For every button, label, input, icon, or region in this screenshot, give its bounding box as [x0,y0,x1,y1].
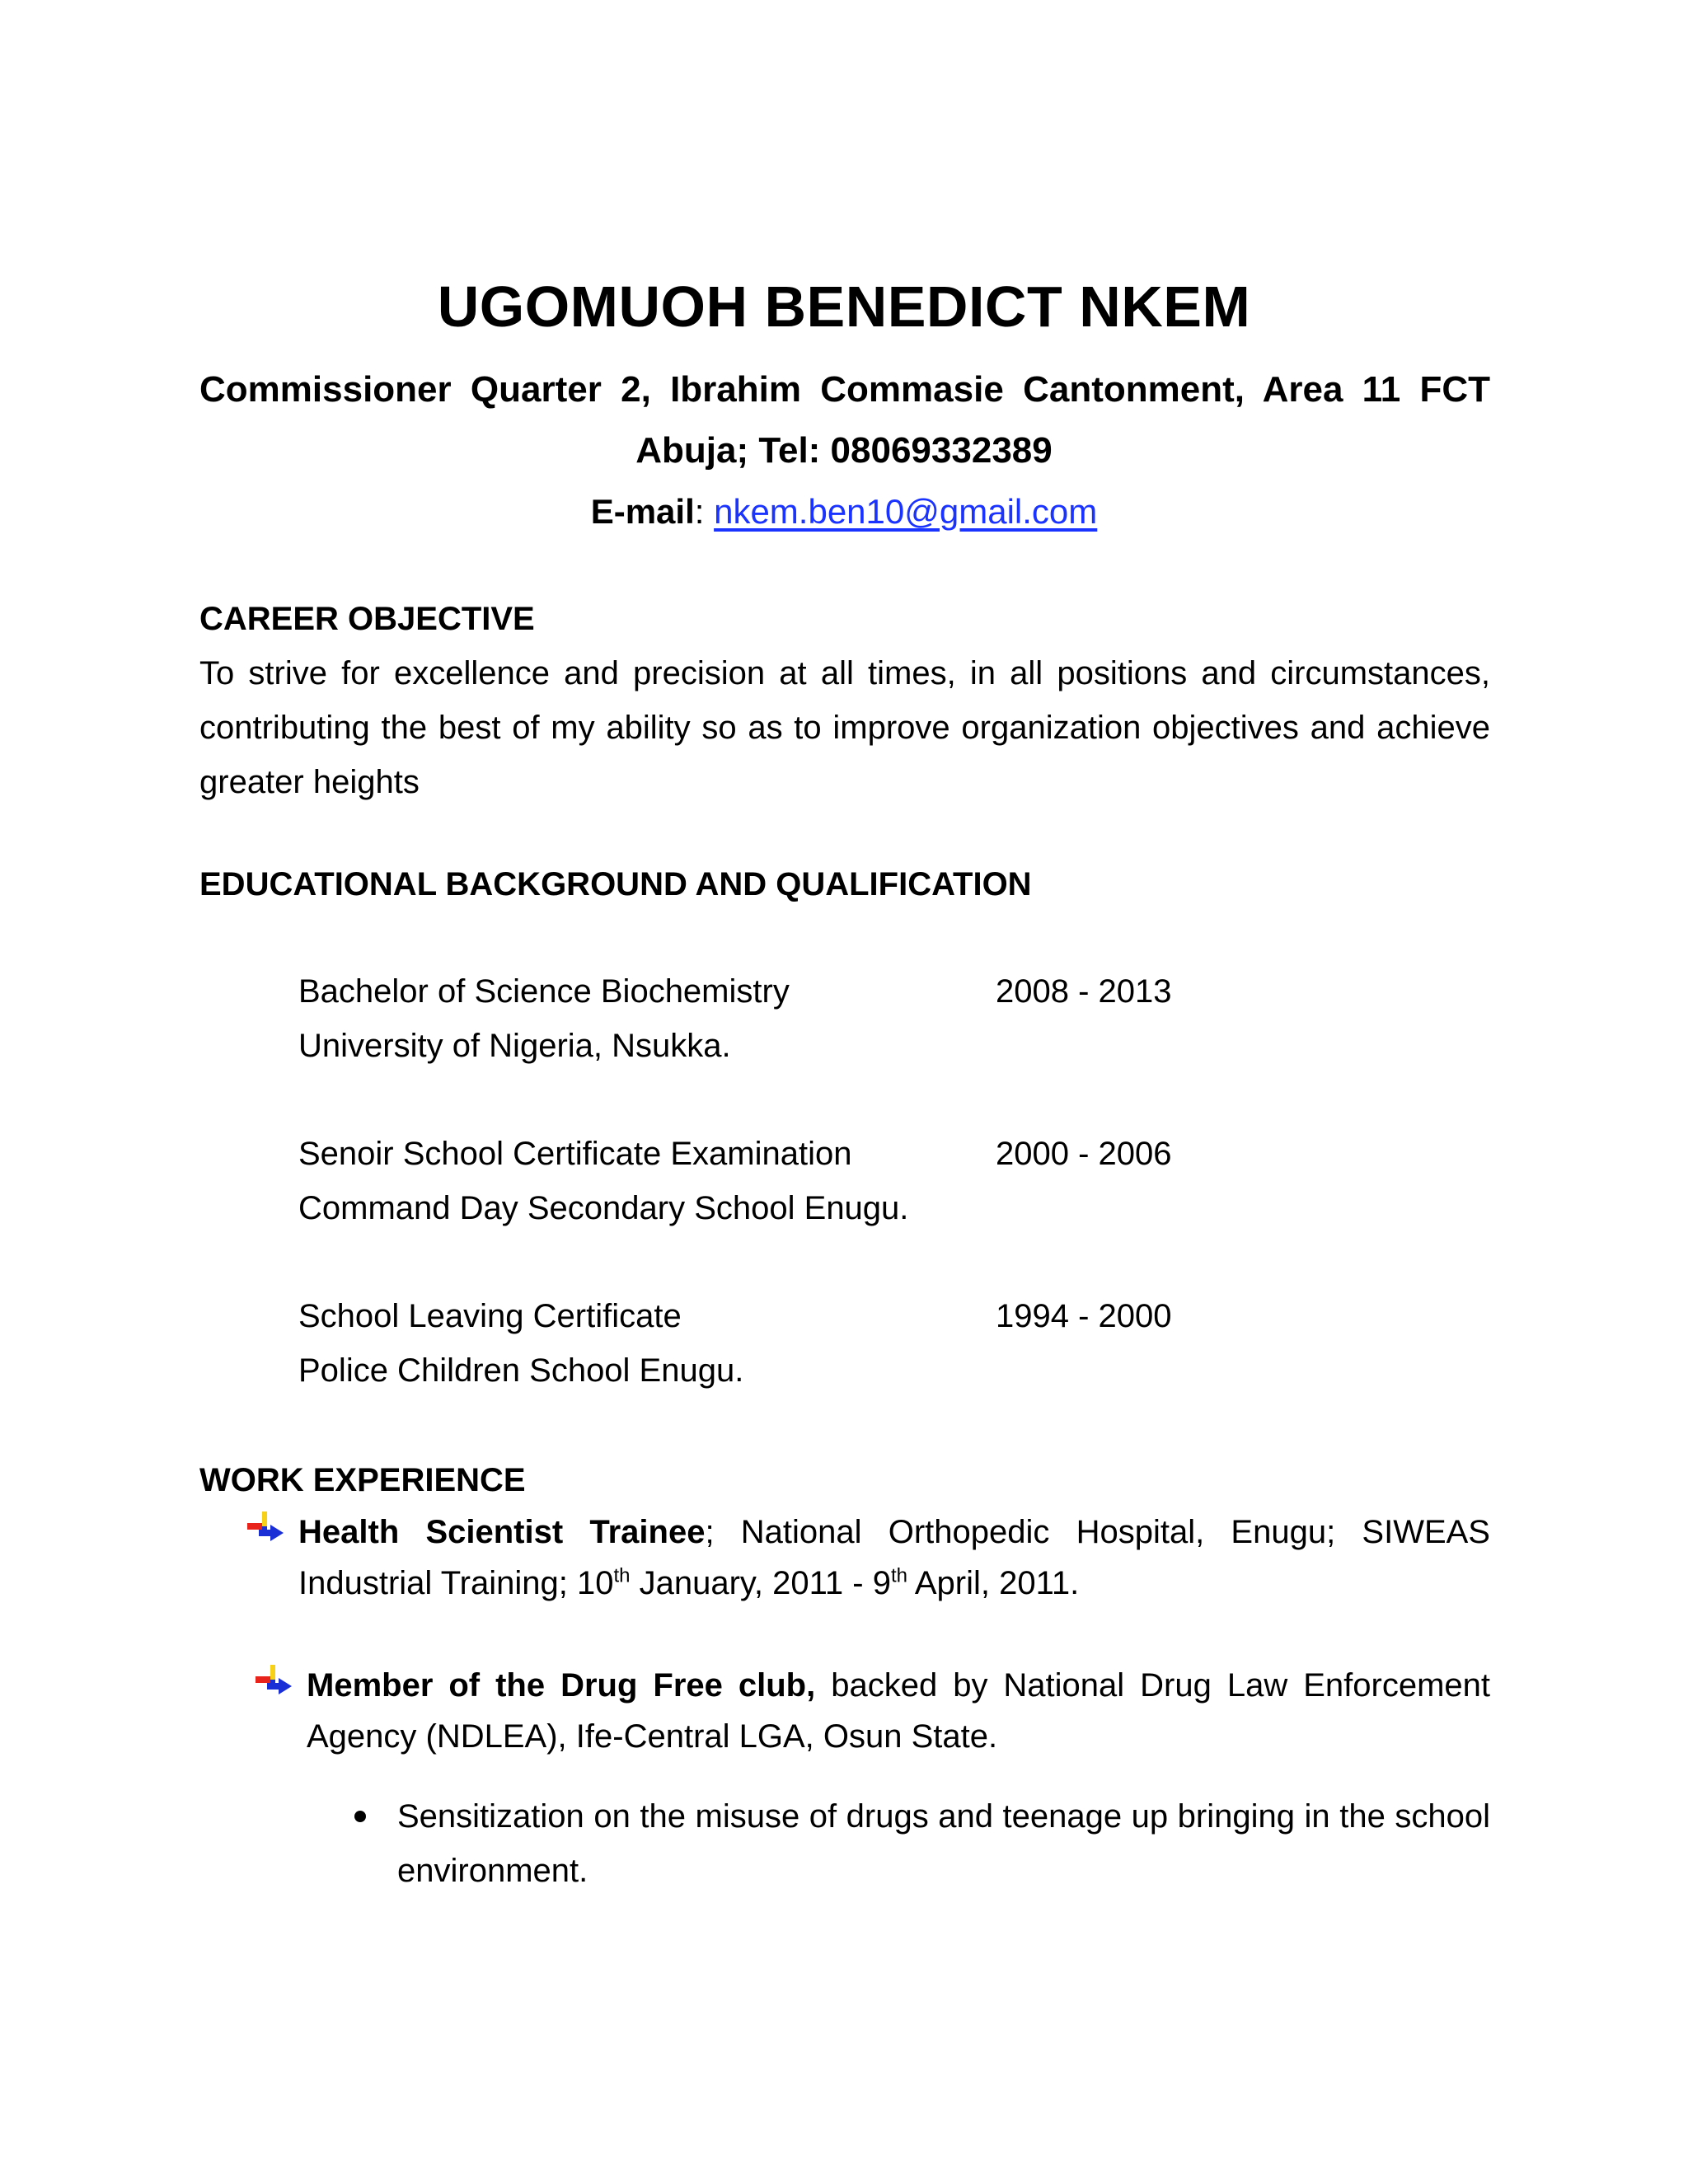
work-description: backed by National Drug Law Enforcement Agency (NDLEA), Ife-Central LGA, Osun State. [307,1667,1490,1755]
work-item-health-scientist [298,1507,1490,1609]
education-degree: Senoir School Certificate Examination [298,1136,852,1172]
education-heading: EDUCATIONAL BACKGROUND AND QUALIFICATION [199,866,1032,902]
arrow-bullet-yellow-bar [270,1665,275,1680]
education-years: 2008 - 2013 [996,973,1172,1010]
education-degree: Bachelor of Science Biochemistry [298,973,790,1010]
education-school: Police Children School Enugu. [298,1352,744,1389]
ordinal-suffix: th [890,1564,907,1587]
bullet-dot-icon [354,1811,366,1822]
education-years: 2000 - 2006 [996,1136,1172,1172]
work-item-drug-free-club [307,1660,1490,1762]
work-date-end: April, 2011. [907,1565,1080,1601]
work-date-range: January, 2011 - 9 [630,1565,891,1601]
work-role: Member of the Drug Free club, [307,1667,816,1704]
education-school: University of Nigeria, Nsukka. [298,1028,731,1064]
work-bullet-item: Sensitization on the misuse of drugs and teenage up bringing in the school environment. [397,1798,1490,1889]
arrow-bullet-blue-bar [262,1526,267,1530]
ordinal-suffix: th [613,1564,631,1587]
arrow-bullet-red-bar [247,1523,262,1530]
work-description: ; National Orthopedic Hospital, Enugu; SIWEAS Industrial Training [298,1514,1490,1601]
address-line: Commissioner Quarter 2, Ibrahim Commasie Cantonment, Area 11 FCT [199,369,1490,410]
education-years: 1994 - 2000 [996,1298,1172,1334]
arrow-bullet-icon [247,1511,285,1544]
career-objective-heading: CAREER OBJECTIVE [199,601,535,637]
email-line [0,483,1688,541]
email-separator: : [694,492,715,531]
email-label: E-mail [590,492,695,531]
arrow-bullet-icon [256,1665,293,1698]
career-objective-text: To strive for excellence and precision at all times, in all positions and circumstances, contributing the best of my ability so as to improve organization objectives and achieve greater heights [199,655,1490,800]
arrow-bullet-yellow-bar [262,1511,267,1526]
arrow-bullet-blue-bar [270,1680,275,1683]
email-link[interactable]: nkem.ben10@gmail.com [714,492,1098,531]
work-experience-heading: WORK EXPERIENCE [199,1462,526,1498]
education-school: Command Day Secondary School Enugu. [298,1190,909,1226]
education-degree: School Leaving Certificate [298,1298,682,1334]
work-role: Health Scientist Trainee [298,1514,706,1550]
arrow-bullet-red-bar [256,1676,270,1683]
phone-line: Abuja; Tel: 08069332389 [635,430,1053,471]
applicant-name: UGOMUOH BENEDICT NKEM [437,274,1251,339]
work-date-start: ; 10 [558,1565,614,1601]
